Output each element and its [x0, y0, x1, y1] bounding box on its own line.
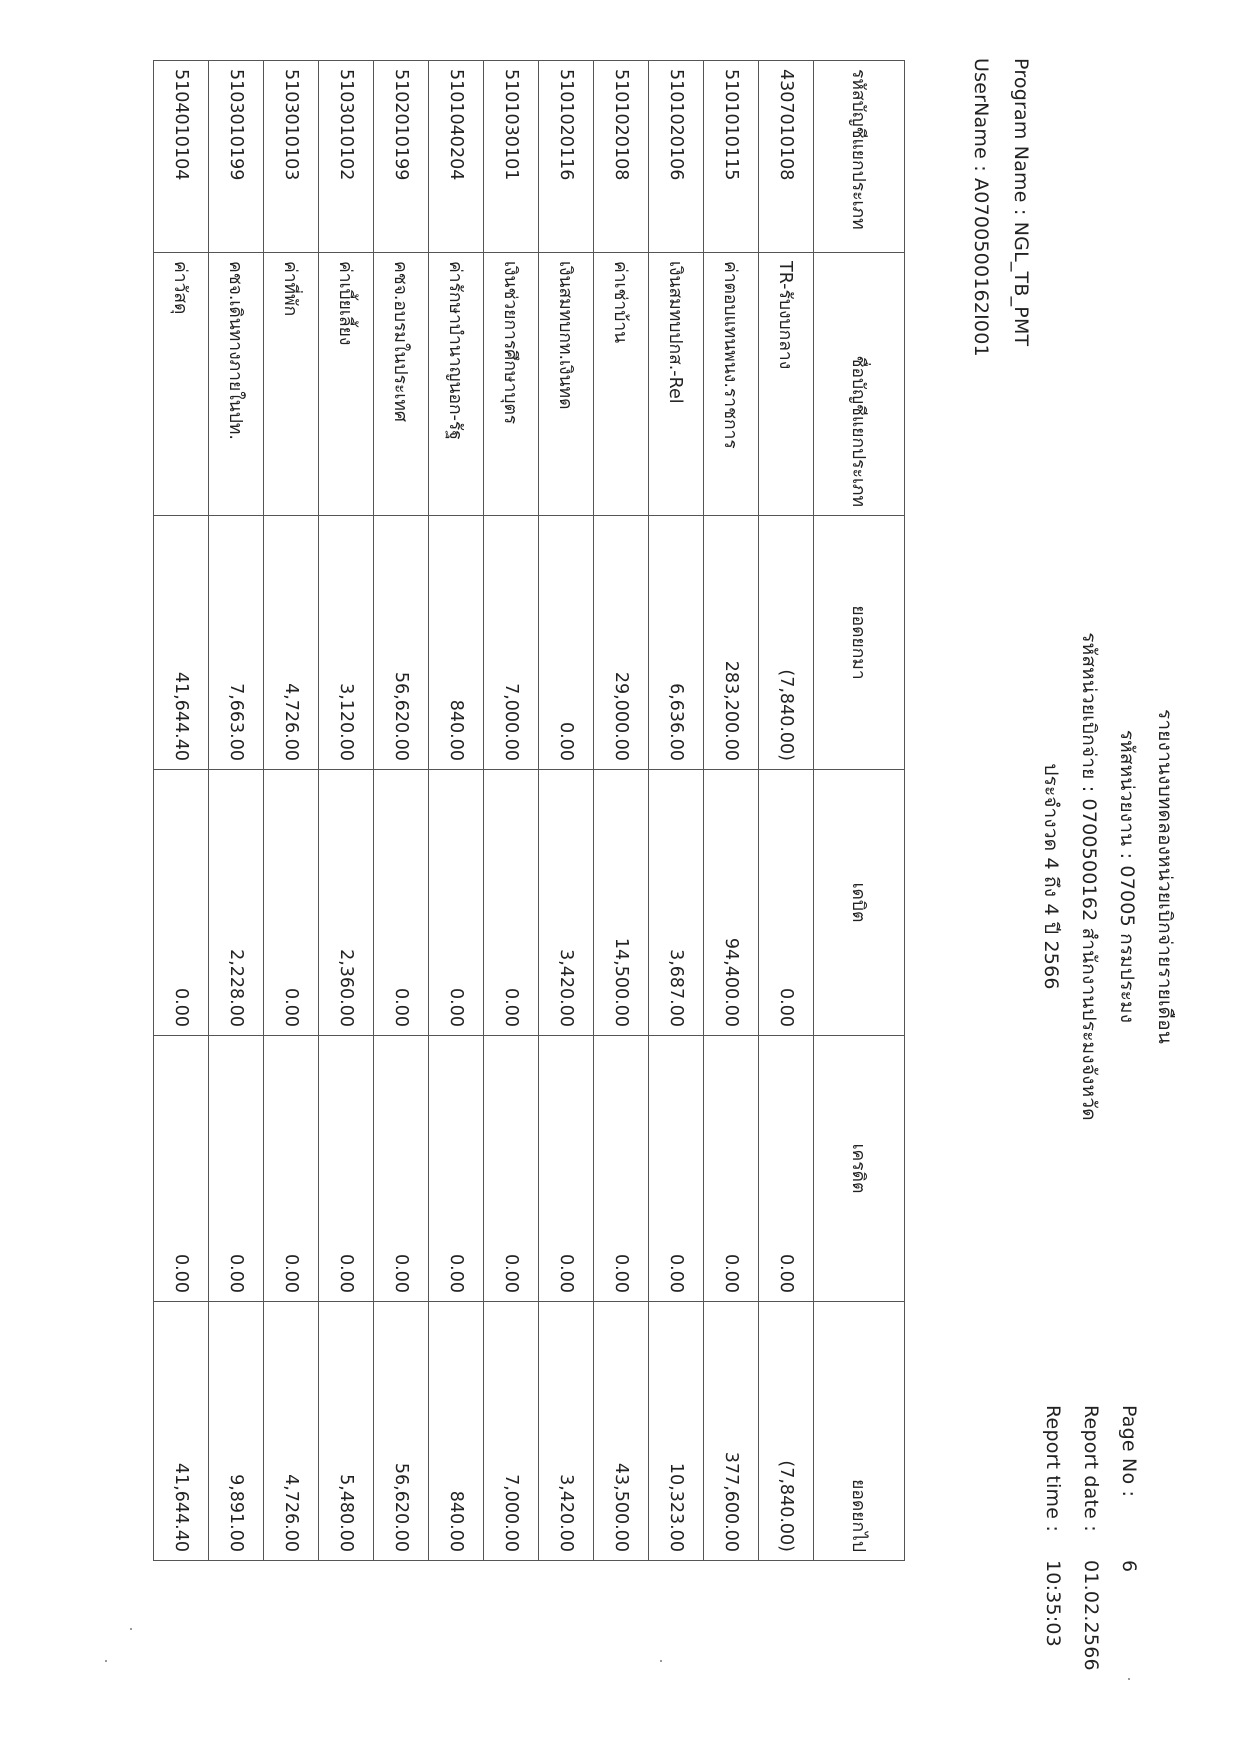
- debit-cell: 0.00: [154, 770, 209, 1036]
- table-row: [319, 61, 374, 1561]
- report-period: ประจำงวด 4 ถึง 4 ปี 2566: [1040, 763, 1062, 990]
- account-code-cell: 5103010199: [209, 61, 264, 253]
- credit-cell: 0.00: [319, 1036, 374, 1302]
- account-name-cell: ค่าที่พัก: [264, 253, 319, 516]
- debit-cell: 0.00: [484, 770, 539, 1036]
- report-time: 10:35:03: [1042, 1560, 1064, 1647]
- debit-cell: 0.00: [264, 770, 319, 1036]
- col-header-carried-forward: ยอดยกไป: [814, 1302, 905, 1561]
- account-name-cell: ค่าเช่าบ้าน: [594, 253, 649, 516]
- account-name-cell: เงินสมทบกท.เงินทด: [539, 253, 594, 516]
- table-row: [264, 61, 319, 1561]
- table-row: [374, 61, 429, 1561]
- debit-cell: 2,360.00: [319, 770, 374, 1036]
- brought-forward-cell: 41,644.40: [154, 516, 209, 770]
- account-name-cell: ค่าตอบแทนพนง.ราชการ: [704, 253, 759, 516]
- credit-cell: 0.00: [484, 1036, 539, 1302]
- program-name: Program Name : NGL_TB_PMT: [1010, 58, 1032, 347]
- report-date: 01.02.2566: [1080, 1560, 1102, 1671]
- col-header-account-code: รหัสบัญชีแยกประเภท: [814, 61, 905, 253]
- table-row: [704, 61, 759, 1561]
- account-name-cell: ค่าเบี้ยเลี้ยง: [319, 253, 374, 516]
- carried-forward-cell: 3,420.00: [539, 1302, 594, 1561]
- trial-balance-table: [153, 60, 905, 1561]
- debit-cell: 0.00: [759, 770, 814, 1036]
- table-row: [484, 61, 539, 1561]
- agency-code: รหัสหน่วยงาน : 07005 กรมประมง: [1116, 729, 1138, 1024]
- col-header-account-name: ชื่อบัญชีแยกประเภท: [814, 253, 905, 516]
- account-name-cell: เงินสมทบปกส.-Rel: [649, 253, 704, 516]
- debit-cell: 0.00: [429, 770, 484, 1036]
- table-row: [209, 61, 264, 1561]
- debit-cell: 0.00: [374, 770, 429, 1036]
- report-title: รายงานงบทดลองหน่วยเบิกจ่ายรายเดือน: [1154, 708, 1176, 1045]
- disbursing-unit: รหัสหน่วยเบิกจ่าย : 0700500162 สำนักงานประมงจังหวัด: [1078, 632, 1100, 1121]
- account-code-cell: 5104010104: [154, 61, 209, 253]
- account-code-cell: 5101020106: [649, 61, 704, 253]
- col-header-brought-forward: ยอดยกมา: [814, 516, 905, 770]
- debit-cell: 2,228.00: [209, 770, 264, 1036]
- table-body: [154, 61, 814, 1561]
- carried-forward-cell: 9,891.00: [209, 1302, 264, 1561]
- credit-cell: 0.00: [429, 1036, 484, 1302]
- carried-forward-cell: 377,600.00: [704, 1302, 759, 1561]
- scan-speck: [1128, 1678, 1130, 1680]
- brought-forward-cell: 283,200.00: [704, 516, 759, 770]
- page-no: 6: [1118, 1560, 1140, 1573]
- account-code-cell: 5101020108: [594, 61, 649, 253]
- debit-cell: 14,500.00: [594, 770, 649, 1036]
- carried-forward-cell: 56,620.00: [374, 1302, 429, 1561]
- account-code-cell: 4307010108: [759, 61, 814, 253]
- brought-forward-cell: 4,726.00: [264, 516, 319, 770]
- table-row: [759, 61, 814, 1561]
- account-name-cell: เงินช่วยการศึกษาบุตร: [484, 253, 539, 516]
- page-no-label: Page No :: [1118, 1405, 1140, 1498]
- carried-forward-cell: 41,644.40: [154, 1302, 209, 1561]
- carried-forward-cell: (7,840.00): [759, 1302, 814, 1561]
- credit-cell: 0.00: [154, 1036, 209, 1302]
- table-row: [594, 61, 649, 1561]
- report-time-label: Report time :: [1042, 1405, 1064, 1532]
- table-row: [539, 61, 594, 1561]
- carried-forward-cell: 840.00: [429, 1302, 484, 1561]
- account-code-cell: 5101010115: [704, 61, 759, 253]
- credit-cell: 0.00: [374, 1036, 429, 1302]
- credit-cell: 0.00: [209, 1036, 264, 1302]
- account-name-cell: ค่าวัสดุ: [154, 253, 209, 516]
- account-code-cell: 5102010199: [374, 61, 429, 253]
- scan-speck: [660, 1660, 662, 1662]
- credit-cell: 0.00: [759, 1036, 814, 1302]
- brought-forward-cell: 29,000.00: [594, 516, 649, 770]
- credit-cell: 0.00: [704, 1036, 759, 1302]
- debit-cell: 94,400.00: [704, 770, 759, 1036]
- account-name-cell: คชจ.อบรมในประเทศ: [374, 253, 429, 516]
- table-row: [429, 61, 484, 1561]
- brought-forward-cell: 840.00: [429, 516, 484, 770]
- credit-cell: 0.00: [264, 1036, 319, 1302]
- account-name-cell: คชจ.เดินทางภายในปท.: [209, 253, 264, 516]
- brought-forward-cell: 7,000.00: [484, 516, 539, 770]
- credit-cell: 0.00: [594, 1036, 649, 1302]
- account-name-cell: ค่ารักษาบำนาญนอก-รัฐ: [429, 253, 484, 516]
- trial-balance-table-wrap: [153, 60, 905, 1561]
- account-name-cell: TR-รับงบกลาง: [759, 253, 814, 516]
- debit-cell: 3,687.00: [649, 770, 704, 1036]
- account-code-cell: 5103010103: [264, 61, 319, 253]
- table-row: [154, 61, 209, 1561]
- brought-forward-cell: (7,840.00): [759, 516, 814, 770]
- brought-forward-cell: 7,663.00: [209, 516, 264, 770]
- table-row: [649, 61, 704, 1561]
- user-name: UserName : A0700500162I001: [970, 58, 992, 357]
- col-header-debit: เดบิต: [814, 770, 905, 1036]
- carried-forward-cell: 5,480.00: [319, 1302, 374, 1561]
- brought-forward-cell: 3,120.00: [319, 516, 374, 770]
- carried-forward-cell: 7,000.00: [484, 1302, 539, 1561]
- account-code-cell: 5101030101: [484, 61, 539, 253]
- credit-cell: 0.00: [539, 1036, 594, 1302]
- report-date-label: Report date :: [1080, 1405, 1102, 1532]
- brought-forward-cell: 6,636.00: [649, 516, 704, 770]
- debit-cell: 3,420.00: [539, 770, 594, 1036]
- table-header-row: [814, 61, 905, 1561]
- carried-forward-cell: 10,323.00: [649, 1302, 704, 1561]
- scan-speck: [130, 1628, 132, 1630]
- account-code-cell: 5103010102: [319, 61, 374, 253]
- account-code-cell: 5101020116: [539, 61, 594, 253]
- carried-forward-cell: 4,726.00: [264, 1302, 319, 1561]
- brought-forward-cell: 56,620.00: [374, 516, 429, 770]
- brought-forward-cell: 0.00: [539, 516, 594, 770]
- col-header-credit: เครดิต: [814, 1036, 905, 1302]
- credit-cell: 0.00: [649, 1036, 704, 1302]
- account-code-cell: 5101040204: [429, 61, 484, 253]
- carried-forward-cell: 43,500.00: [594, 1302, 649, 1561]
- scan-speck: [105, 1660, 107, 1662]
